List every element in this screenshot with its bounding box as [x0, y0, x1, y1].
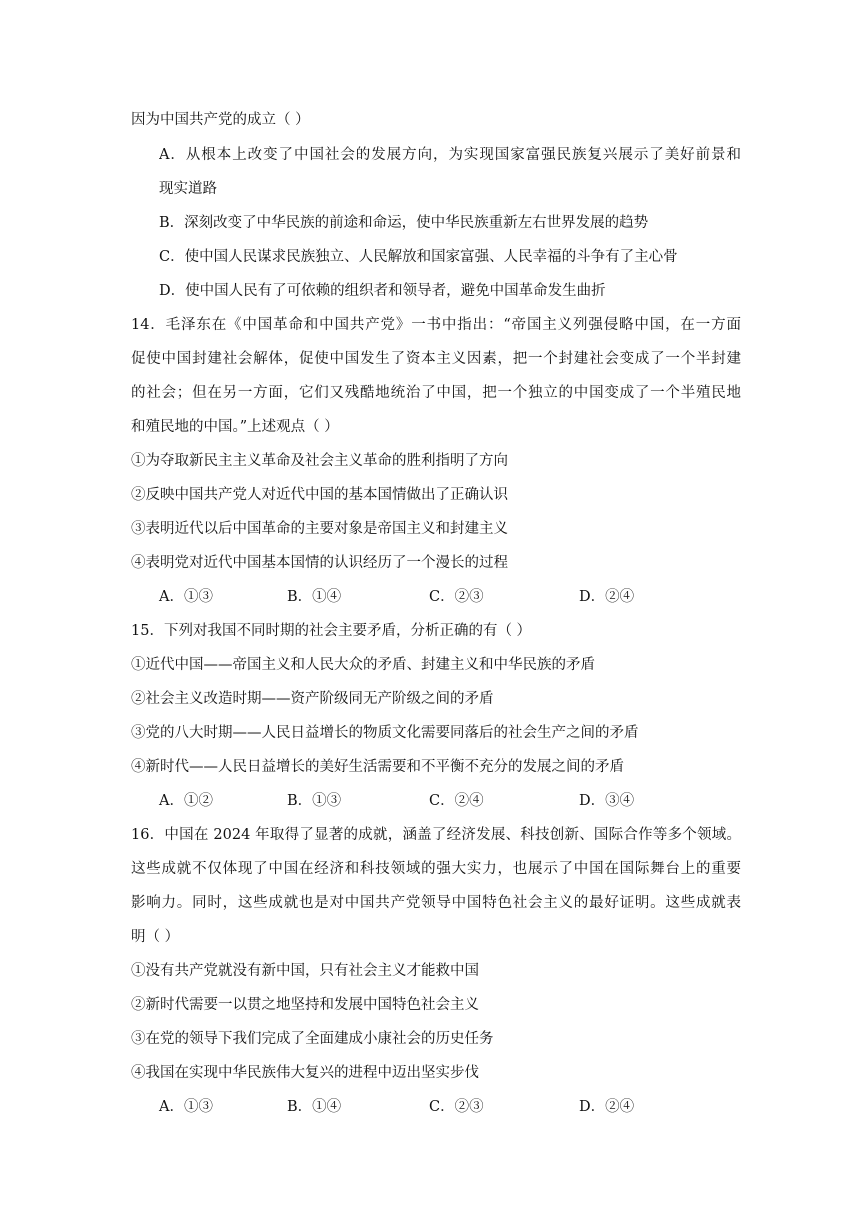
- q14-stem-line4: 和殖民地的中国。”上述观点（ ）: [131, 419, 339, 435]
- q13-stem-tail: 因为中国共产党的成立（ ）: [131, 112, 310, 128]
- q16-item-3: ③在党的领导下我们完成了全面建成小康社会的历史任务: [131, 1031, 494, 1047]
- q16-stem-line4: 明（ ）: [131, 929, 180, 945]
- q15-choice-a[interactable]: A．①②: [159, 793, 213, 809]
- q16-stem-line2: 这些成就不仅体现了中国在经济和科技领域的强大实力，也展示了中国在国际舞台上的重要: [131, 861, 741, 877]
- q14-choice-a[interactable]: A．①③: [159, 589, 213, 605]
- q14-choice-c[interactable]: C．②③: [429, 589, 484, 605]
- q14-choices: [159, 587, 719, 609]
- q14-stem-line3: 的社会；但在另一方面，它们又残酷地统治了中国，把一个独立的中国变成了一个半殖民地: [131, 385, 741, 401]
- q13-option-d: D．使中国人民有了可依赖的组织者和领导者，避免中国革命发生曲折: [159, 283, 606, 299]
- q13-option-c: C．使中国人民谋求民族独立、人民解放和国家富强、人民幸福的斗争有了主心骨: [159, 249, 678, 265]
- q16-stem-line1: 16．中国在 2024 年取得了显著的成就，涵盖了经济发展、科技创新、国际合作等多个领域。: [131, 827, 741, 843]
- q15-item-1: ①近代中国——帝国主义和人民大众的矛盾、封建主义和中华民族的矛盾: [131, 657, 595, 673]
- q16-item-4: ④我国在实现中华民族伟大复兴的进程中迈出坚实步伐: [131, 1065, 479, 1081]
- q16-choice-b[interactable]: B．①④: [287, 1099, 342, 1115]
- q14-item-4: ④表明党对近代中国基本国情的认识经历了一个漫长的过程: [131, 555, 508, 571]
- q14-item-1: ①为夺取新民主主义革命及社会主义革命的胜利指明了方向: [131, 453, 508, 469]
- q14-item-3: ③表明近代以后中国革命的主要对象是帝国主义和封建主义: [131, 521, 508, 537]
- q15-item-3: ③党的八大时期——人民日益增长的物质文化需要同落后的社会生产之间的矛盾: [131, 725, 639, 741]
- q14-stem-line1: 14．毛泽东在《中国革命和中国共产党》一书中指出：“帝国主义列强侵略中国，在一方面: [131, 317, 741, 333]
- q16-choice-a[interactable]: A．①③: [159, 1099, 213, 1115]
- q15-stem-line1: 15．下列对我国不同时期的社会主要矛盾，分析正确的有（ ）: [131, 623, 532, 639]
- q14-item-2: ②反映中国共产党人对近代中国的基本国情做出了正确认识: [131, 487, 508, 503]
- q16-stem-line3: 影响力。同时，这些成就也是对中国共产党领导中国特色社会主义的最好证明。这些成就表: [131, 895, 741, 911]
- q13-option-a-line1: A．从根本上改变了中国社会的发展方向，为实现国家富强民族复兴展示了美好前景和: [159, 147, 741, 163]
- q15-choice-b[interactable]: B．①③: [287, 793, 342, 809]
- q13-option-b: B．深刻改变了中华民族的前途和命运，使中华民族重新左右世界发展的趋势: [159, 215, 649, 231]
- q16-choice-c[interactable]: C．②③: [429, 1099, 484, 1115]
- q15-choice-d[interactable]: D．③④: [579, 793, 635, 809]
- q15-item-4: ④新时代——人民日益增长的美好生活需要和不平衡不充分的发展之间的矛盾: [131, 759, 624, 775]
- q15-choice-c[interactable]: C．②④: [429, 793, 484, 809]
- q16-item-2: ②新时代需要一以贯之地坚持和发展中国特色社会主义: [131, 997, 479, 1013]
- q14-stem-line2: 促使中国封建社会解体，促使中国发生了资本主义因素，把一个封建社会变成了一个半封建: [131, 351, 741, 367]
- q16-choice-d[interactable]: D．②④: [579, 1099, 635, 1115]
- q15-item-2: ②社会主义改造时期——资产阶级同无产阶级之间的矛盾: [131, 691, 494, 707]
- q16-choices: [159, 1097, 719, 1119]
- q14-choice-b[interactable]: B．①④: [287, 589, 342, 605]
- q14-choice-d[interactable]: D．②④: [579, 589, 635, 605]
- q13-option-a-line2: 现实道路: [159, 181, 217, 197]
- q15-choices: [159, 791, 719, 813]
- q16-item-1: ①没有共产党就没有新中国，只有社会主义才能救中国: [131, 963, 479, 979]
